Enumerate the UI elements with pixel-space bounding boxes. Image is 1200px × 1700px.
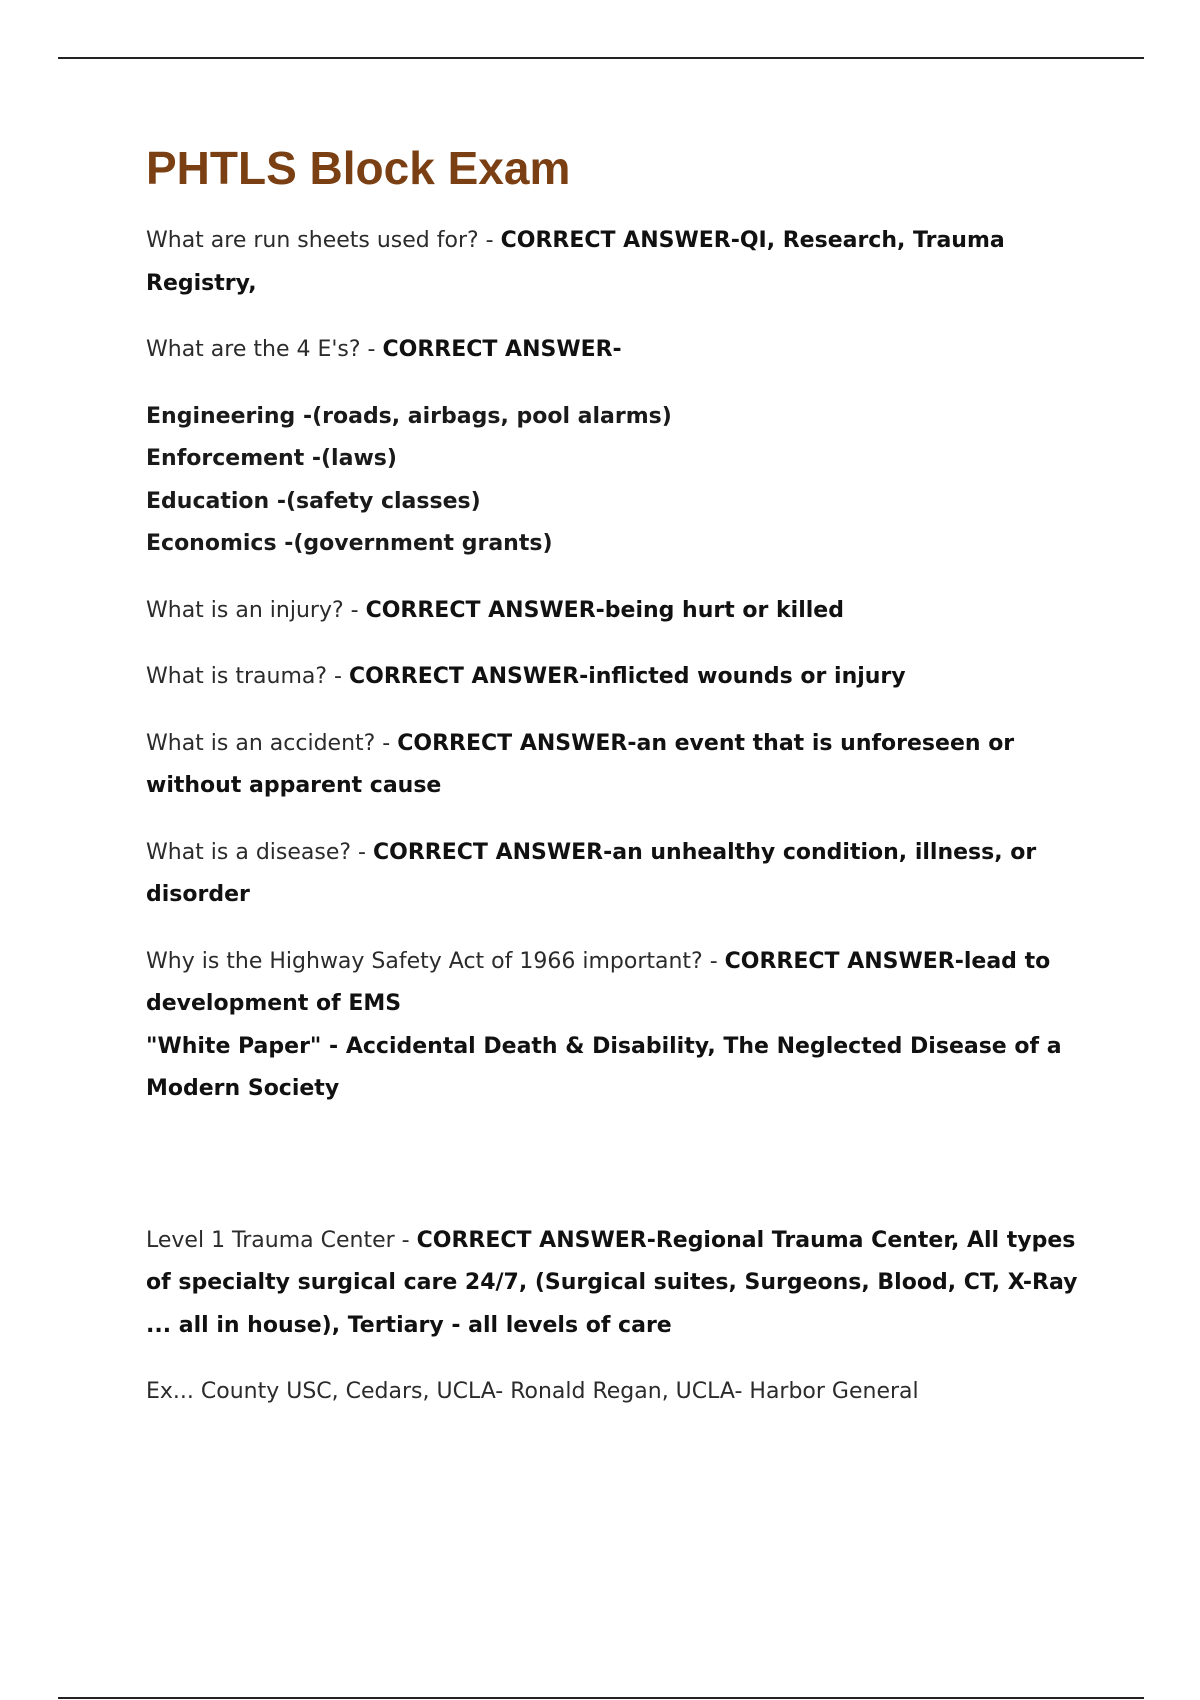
question-text: What are the 4 E's? - — [146, 337, 383, 362]
white-paper-text: "White Paper" - Accidental Death & Disability, The Neglected Disease of a Modern Society — [146, 1033, 1062, 1101]
answer-text: CORRECT ANSWER-lead to development of EMS — [146, 948, 1051, 1016]
qa-disease — [146, 832, 1106, 917]
question-text: What is an accident? - — [146, 730, 398, 756]
document-body — [146, 140, 1106, 1438]
list-item: Engineering -(roads, airbags, pool alarms) — [146, 403, 672, 429]
question-text: What is an injury? - — [146, 597, 366, 623]
document-title: PHTLS Block Exam — [146, 142, 571, 194]
qa-injury — [146, 590, 1106, 633]
spacer — [146, 1135, 1106, 1220]
answer-text: CORRECT ANSWER-being hurt or killed — [365, 597, 844, 623]
question-text: What is a disease? - — [146, 839, 373, 865]
question-text: Why is the Highway Safety Act of 1966 important? - — [146, 948, 725, 974]
top-rule — [58, 57, 1144, 59]
qa-level1-trauma-center — [146, 1220, 1106, 1348]
qa-four-es — [146, 329, 1106, 372]
answer-text: CORRECT ANSWER-Regional Trauma Center, All types of specialty surgical care 24/7, (Surgical suites, Surgeons, Blood, CT, X-Ray ... all in house), Tertiary - all levels of care — [146, 1227, 1078, 1338]
list-item: Economics -(government grants) — [146, 531, 553, 556]
example-text: Ex... County USC, Cedars, UCLA- Ronald Regan, UCLA- Harbor General — [146, 1379, 919, 1404]
answer-text: CORRECT ANSWER-an unhealthy condition, illness, or disorder — [146, 839, 1037, 907]
answer-text: CORRECT ANSWER- — [382, 337, 622, 362]
answer-text: CORRECT ANSWER-inflicted wounds or injury — [348, 664, 906, 689]
question-text: What is trauma? - — [146, 664, 349, 689]
qa-accident — [146, 723, 1106, 808]
qa-trauma — [146, 656, 1106, 699]
question-text: Level 1 Trauma Center - — [146, 1227, 417, 1253]
list-item: Enforcement -(laws) — [146, 446, 397, 471]
answer-text: CORRECT ANSWER-an event that is unforeseen or without apparent cause — [146, 730, 1015, 798]
qa-run-sheets — [146, 220, 1106, 305]
bottom-rule — [58, 1697, 1144, 1699]
four-es-list — [146, 396, 1106, 566]
example-hospitals — [146, 1371, 1106, 1414]
answer-text: CORRECT ANSWER-QI, Research, Trauma Registry, — [146, 228, 1005, 296]
list-item: Education -(safety classes) — [146, 488, 481, 514]
question-text: What are run sheets used for? - — [146, 228, 501, 253]
qa-highway-safety-act — [146, 941, 1106, 1111]
